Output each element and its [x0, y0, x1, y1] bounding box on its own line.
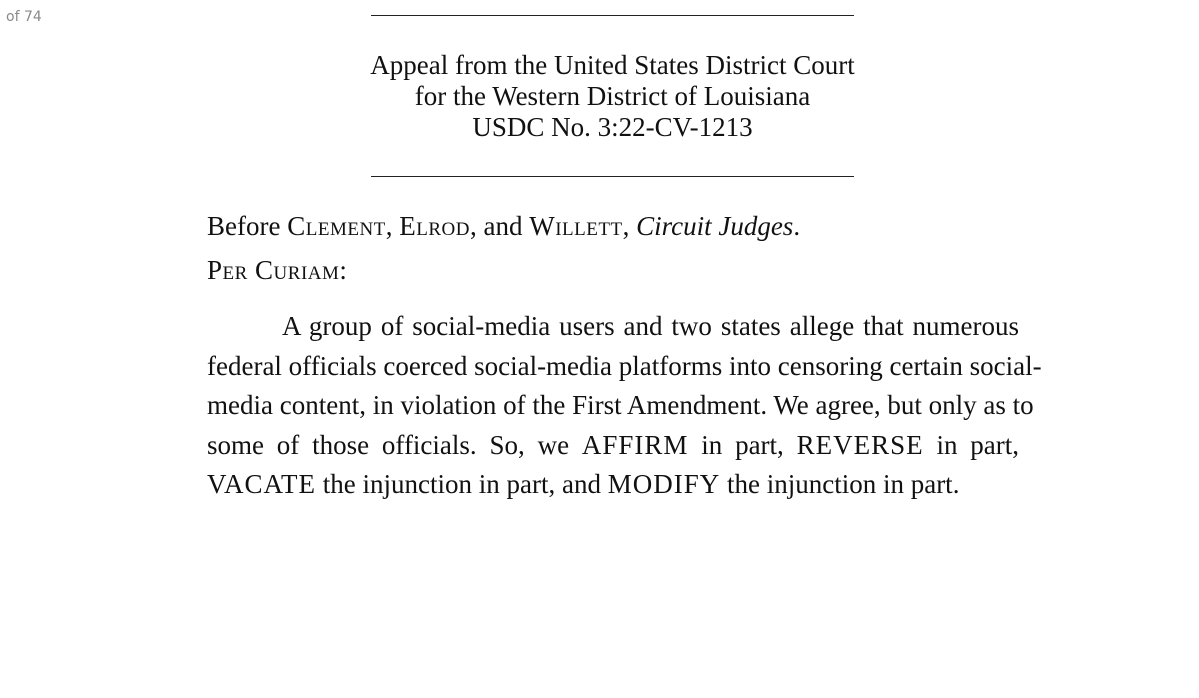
top-divider — [371, 15, 854, 16]
bottom-divider — [371, 176, 854, 177]
opinion-line-2: federal officials coerced social-media platforms into censoring certain social- — [207, 350, 1042, 381]
opinion-line-4-c: in part, — [923, 429, 1019, 460]
reverse-word: REVERSE — [796, 429, 924, 460]
modify-word: MODIFY — [607, 469, 721, 499]
opinion-paragraph — [207, 307, 1042, 505]
affirm-word: AFFIRM — [581, 429, 689, 460]
judge-elrod: Elrod — [399, 211, 470, 241]
per-curiam-heading: Per Curiam: — [207, 255, 348, 285]
judge-willett: Willett — [529, 211, 623, 241]
case-caption — [300, 50, 925, 143]
opinion-line-5 — [207, 465, 1019, 505]
caption-line-1: Appeal from the United States District Court — [370, 50, 855, 80]
opinion-line-5-a: the injunction in part, and — [316, 469, 608, 499]
judge-clement: Clement — [287, 211, 386, 241]
opinion-line-5-b: the injunction in part. — [720, 469, 960, 499]
vacate-word: VACATE — [207, 469, 317, 499]
caption-line-2: for the Western District of Louisiana — [414, 81, 811, 111]
opinion-line-1: A group of social-media users and two states allege that numerous — [282, 311, 1019, 341]
judges-prefix: Before — [207, 211, 288, 241]
page-counter: of 74 — [6, 9, 42, 25]
judges-end: . — [793, 211, 801, 241]
panel-judges — [207, 207, 1019, 246]
judges-sep-3: , — [622, 211, 637, 241]
opinion-line-4-a: some of those officials. So, we — [207, 429, 582, 460]
judges-sep-1: , — [385, 211, 400, 241]
opinion-line-4-b: in part, — [688, 429, 797, 460]
judges-title: Circuit Judges — [636, 211, 794, 241]
opinion-line-4 — [207, 426, 1019, 466]
caption-line-3: USDC No. 3:22-CV-1213 — [472, 112, 753, 142]
opinion-line-3: media content, in violation of the First Amendment. We agree, but only as to — [207, 390, 1034, 420]
judges-sep-2: , and — [470, 211, 530, 241]
